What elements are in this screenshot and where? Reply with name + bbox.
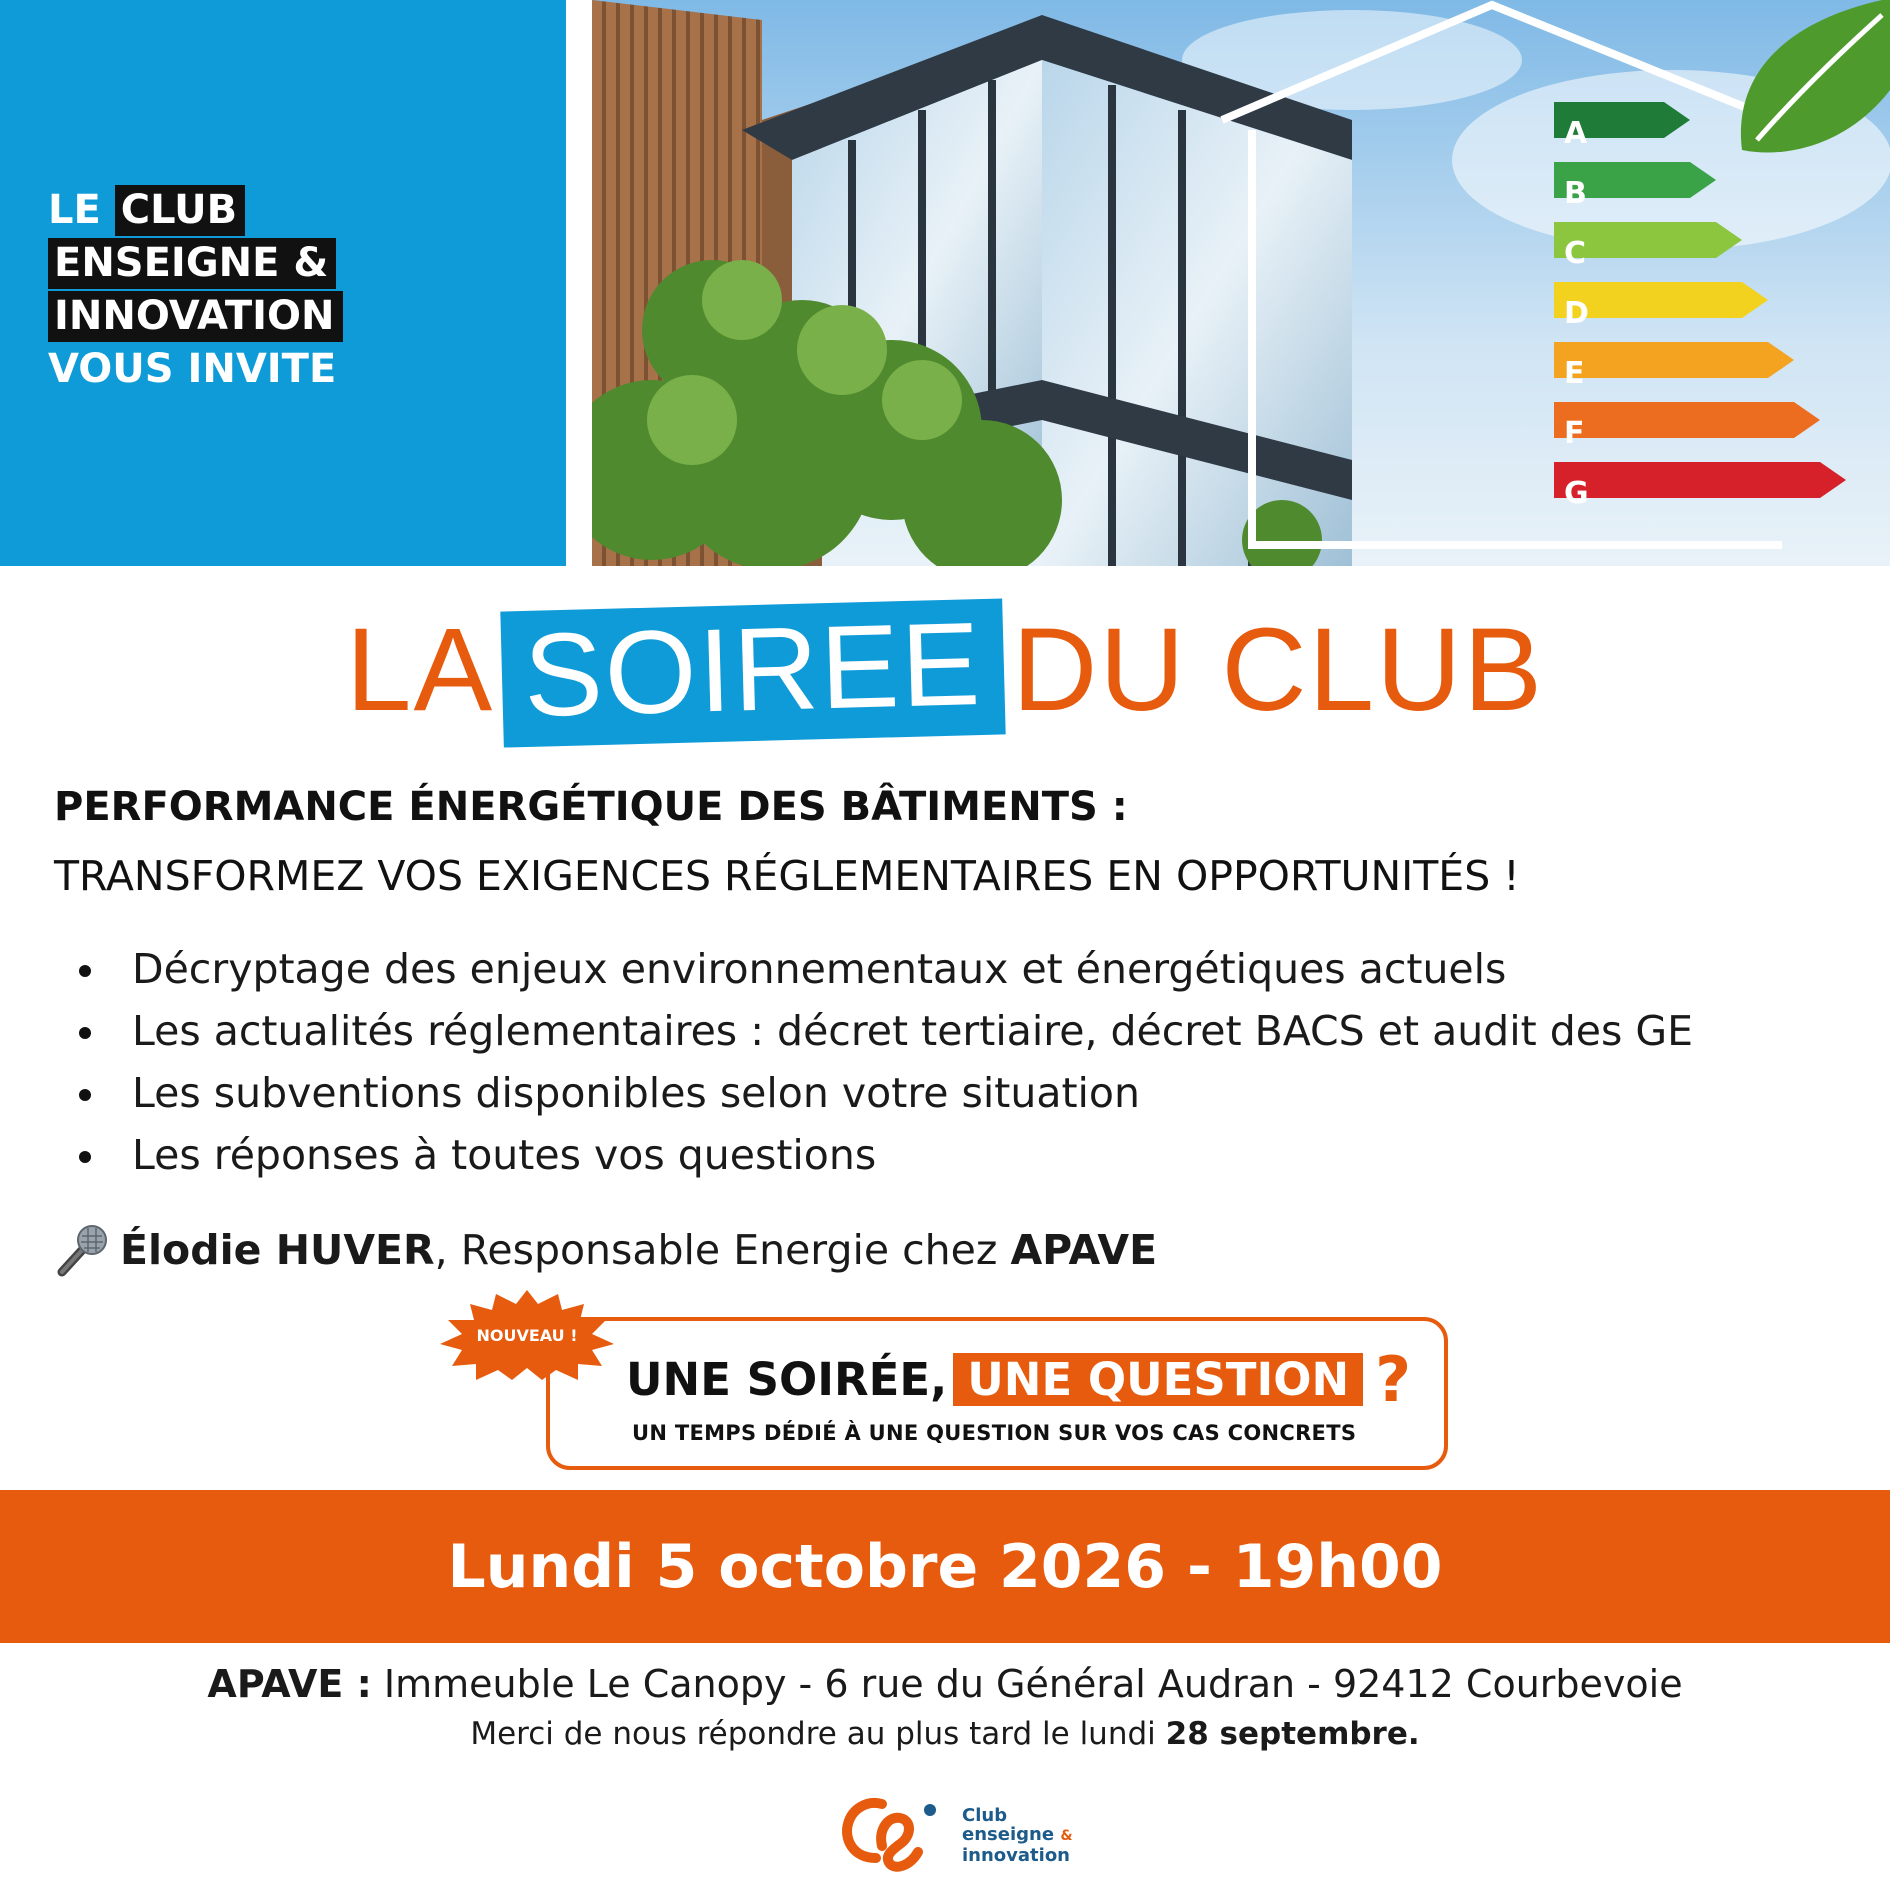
- bullet-dot: [79, 1151, 91, 1163]
- speaker-company: APAVE: [1010, 1226, 1158, 1274]
- energy-arrow-f: [1554, 402, 1820, 438]
- event-date-band: [0, 1490, 1890, 1643]
- new-badge: [438, 1290, 616, 1380]
- club-invite-text: [48, 184, 343, 396]
- club-line-3: [48, 290, 343, 343]
- list-item-text: Les actualités réglementaires : décret tertiaire, décret BACS et audit des GE: [132, 1007, 1694, 1055]
- club-line-4-plain: VOUS INVITE: [48, 346, 337, 392]
- logo-line-2-text: enseigne: [962, 1824, 1055, 1845]
- bullet-dot: [79, 965, 91, 977]
- venue-address: Immeuble Le Canopy - 6 rue du Général Audran - 92412 Courbevoie: [371, 1662, 1683, 1706]
- rsvp-line: [0, 1716, 1890, 1752]
- energy-letter-g: G: [1564, 476, 1589, 511]
- logo-line-2: [962, 1825, 1073, 1846]
- list-item: [72, 1000, 1693, 1062]
- building-photo: [592, 0, 1890, 566]
- energy-letter-b: B: [1564, 176, 1587, 211]
- club-line-1-boxed: CLUB: [115, 185, 245, 236]
- club-line-1: [48, 184, 343, 237]
- list-item-text: Les réponses à toutes vos questions: [132, 1131, 877, 1179]
- club-line-2-boxed: ENSEIGNE &: [48, 238, 336, 289]
- event-address: [0, 1662, 1890, 1706]
- topic-list: [72, 938, 1693, 1186]
- subject-heading: PERFORMANCE ÉNERGÉTIQUE DES BÂTIMENTS :: [54, 784, 1128, 830]
- question-title-highlight: UNE QUESTION: [953, 1353, 1363, 1406]
- club-line-4: [48, 343, 343, 396]
- club-logo: [838, 1786, 1073, 1876]
- question-box-title: [626, 1343, 1411, 1416]
- speaker-role: , Responsable Energie chez: [434, 1226, 1011, 1274]
- energy-letter-c: C: [1564, 236, 1587, 271]
- energy-arrow-g: [1554, 462, 1846, 498]
- list-item: [72, 938, 1693, 1000]
- energy-letter-a: A: [1564, 116, 1588, 151]
- logo-line-3: innovation: [962, 1845, 1070, 1866]
- page-title: [0, 598, 1890, 742]
- energy-letter-d: D: [1564, 296, 1589, 331]
- event-date: Lundi 5 octobre 2026 - 19h00: [447, 1531, 1443, 1602]
- bullet-dot: [79, 1027, 91, 1039]
- logo-line-1: Club: [962, 1805, 1008, 1826]
- club-line-1-plain: LE: [48, 187, 101, 233]
- club-invite-panel: [0, 0, 566, 566]
- energy-letters: [1564, 104, 1589, 524]
- question-mark: ?: [1375, 1343, 1412, 1416]
- rsvp-text: Merci de nous répondre au plus tard le lundi: [470, 1716, 1166, 1752]
- bullet-dot: [79, 1089, 91, 1101]
- venue-name: APAVE :: [207, 1662, 372, 1706]
- question-box: [546, 1317, 1448, 1470]
- microphone-icon: [54, 1222, 110, 1278]
- question-title-plain: UNE SOIRÉE,: [626, 1353, 948, 1406]
- question-box-subtitle: UN TEMPS DÉDIÉ À UNE QUESTION SUR VOS CAS CONCRETS: [632, 1421, 1357, 1445]
- logo-ampersand: &: [1060, 1828, 1073, 1844]
- energy-arrow-e: [1554, 342, 1794, 378]
- new-badge-label: NOUVEAU !: [476, 1325, 578, 1345]
- subject-subheading: TRANSFORMEZ VOS EXIGENCES RÉGLEMENTAIRES EN OPPORTUNITÉS !: [54, 852, 1520, 900]
- list-item: [72, 1062, 1693, 1124]
- title-part1: LA: [345, 604, 495, 736]
- speaker-line: [54, 1222, 1157, 1278]
- energy-letter-f: F: [1564, 416, 1585, 451]
- energy-letter-e: E: [1564, 356, 1585, 391]
- energy-label-chart: [592, 0, 1890, 566]
- club-line-2: [48, 237, 343, 290]
- list-item: [72, 1124, 1693, 1186]
- list-item-text: Les subventions disponibles selon votre situation: [132, 1069, 1141, 1117]
- club-logo-text: [962, 1806, 1073, 1865]
- rsvp-date: 28 septembre.: [1165, 1716, 1420, 1752]
- speaker-text: [120, 1226, 1157, 1274]
- title-highlight: SOIREE: [501, 598, 1006, 747]
- title-part2: DU CLUB: [1012, 604, 1545, 736]
- club-line-3-boxed: INNOVATION: [48, 291, 343, 342]
- club-logo-mark-icon: [838, 1786, 948, 1876]
- speaker-name: Élodie HUVER: [120, 1226, 435, 1274]
- list-item-text: Décryptage des enjeux environnementaux et énergétiques actuels: [132, 945, 1507, 993]
